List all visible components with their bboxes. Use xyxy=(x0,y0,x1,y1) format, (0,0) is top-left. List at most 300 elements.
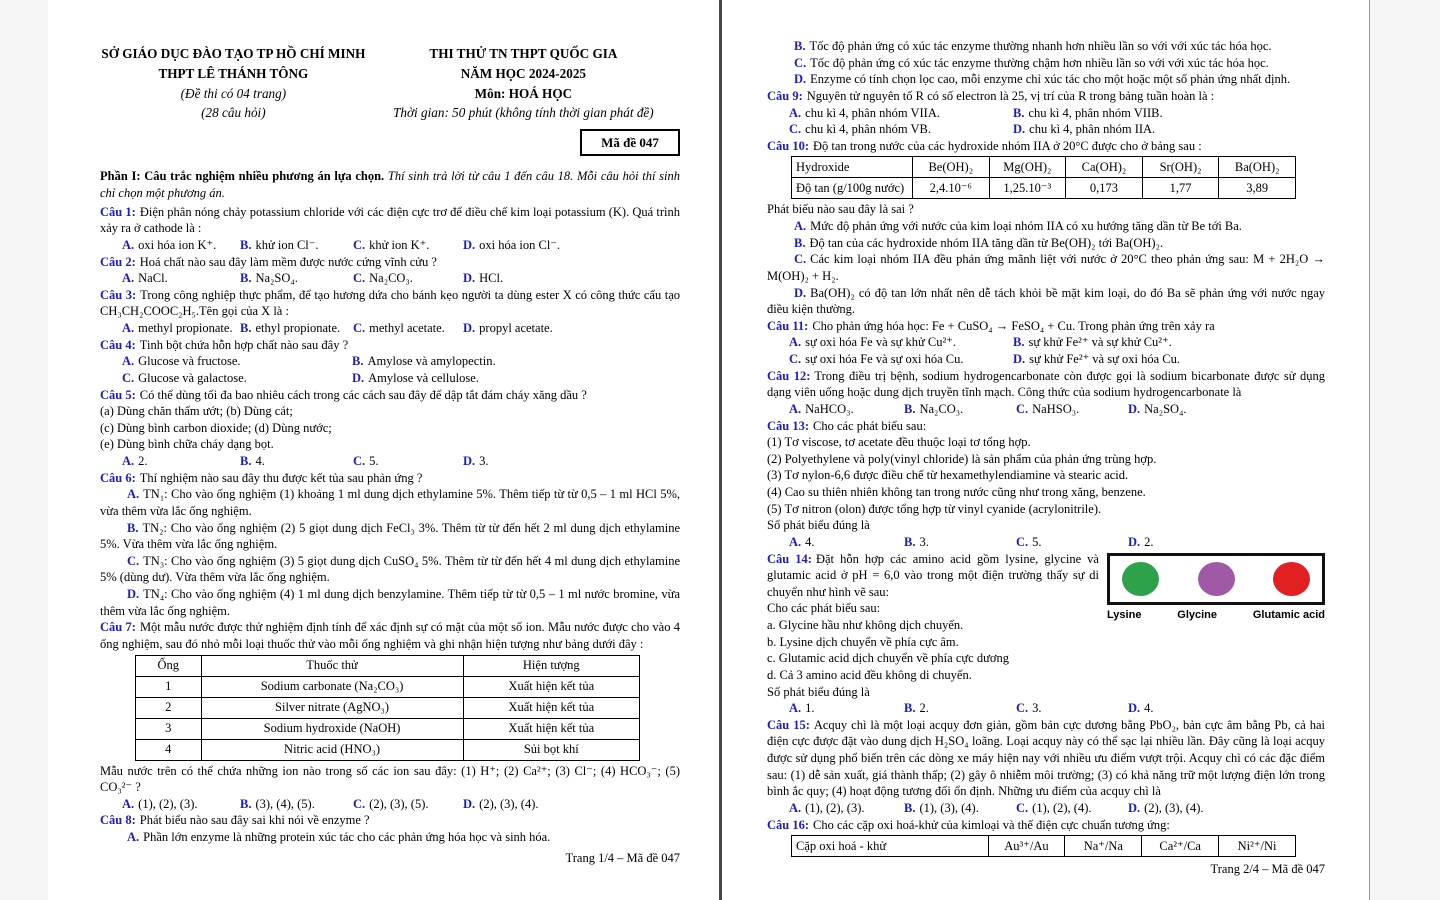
option-text: khử ion Cl⁻. xyxy=(255,237,319,252)
question-text xyxy=(100,254,680,271)
option-letter: D. xyxy=(1128,534,1141,549)
answer-option xyxy=(789,800,904,817)
option-letter: D. xyxy=(463,796,476,811)
table-cell: Ba(OH)₂ xyxy=(1219,157,1296,178)
option-text: Amylose và amylopectin. xyxy=(367,354,496,369)
answer-option xyxy=(122,237,240,254)
option-text: 1. xyxy=(805,701,815,716)
answer-option xyxy=(789,121,1013,138)
answer-option xyxy=(767,38,1325,55)
table-cell: 3,89 xyxy=(1219,178,1296,199)
answer-option xyxy=(1016,800,1128,817)
table-cell: Thuốc thử xyxy=(201,655,463,676)
option-text: 5. xyxy=(1032,534,1042,549)
question-text-content: Đặt hỗn hợp các amino acid gồm lysine, glycine và glutamic acid ở pH = 6,0 vào trong một điện trường thấy sự di chuyển như hình vẽ sau: xyxy=(767,551,1099,599)
option-letter: A. xyxy=(789,534,802,549)
answer-option xyxy=(240,796,353,813)
question-block xyxy=(767,88,1325,138)
glycine-circle xyxy=(1198,562,1235,596)
answer-option xyxy=(100,586,680,619)
figure-labels xyxy=(1107,608,1325,623)
amino-acid-figure xyxy=(1107,553,1325,623)
table-cell: Ca²⁺/Ca xyxy=(1142,836,1219,857)
answer-option xyxy=(352,370,680,387)
question-text-content: Cho các phát biểu sau: xyxy=(767,601,881,616)
option-letter: B. xyxy=(240,454,252,469)
options-row xyxy=(789,800,1325,817)
option-text: Các kim loại nhóm IIA đều phản ứng mãnh liệt với nước ở 20°C theo phản ứng sau: M + 2H₂O → M(OH)₂ + H₂. xyxy=(767,252,1325,283)
answer-option xyxy=(789,534,904,551)
answer-option xyxy=(789,334,1013,351)
option-text: sự oxi hóa Fe và sự oxi hóa Cu. xyxy=(805,352,964,366)
option-text: NaCl. xyxy=(138,271,168,286)
question-block xyxy=(100,204,680,254)
question-block xyxy=(100,470,680,620)
option-letter: B. xyxy=(794,235,806,250)
header-right-column xyxy=(367,44,680,123)
question-text-content: Nguyên tử nguyên tố R có số electron là 25, vị trí của R trong bảng tuần hoàn là : xyxy=(806,88,1215,103)
answer-option xyxy=(767,55,1325,72)
option-text: Phần lớn enzyme là những protein xúc tác cho các phản ứng hóa học và sinh hóa. xyxy=(143,830,551,845)
answer-option xyxy=(240,270,353,287)
option-letter: A. xyxy=(127,487,140,502)
answer-option xyxy=(767,71,1325,88)
question-label: Câu 9: xyxy=(767,88,803,103)
table-cell: 3 xyxy=(136,718,202,739)
table-row xyxy=(136,655,640,676)
option-text: Độ tan của các hydroxide nhóm IIA tăng dần từ Be(OH)₂ tới Ba(OH)₂. xyxy=(809,235,1164,250)
table-cell: Ca(OH)₂ xyxy=(1066,157,1143,178)
answer-option xyxy=(463,237,680,254)
options-row xyxy=(789,105,1325,122)
option-text: NaHSO₃. xyxy=(1032,401,1080,416)
option-letter: A. xyxy=(122,354,135,369)
question-label: Câu 7: xyxy=(100,620,136,635)
option-text: TN₃: Cho vào ống nghiệm (3) 5 giọt dung dịch CuSO₄ 5%. Thêm từ từ đến hết 4 ml dung dịch ethylamine 5% (dùng dư). Vừa thêm vừa lắc ống nghiệm. xyxy=(100,553,680,585)
option-text: Na₂SO₄. xyxy=(255,271,298,286)
exam-title: THI THỬ TN THPT QUỐC GIA xyxy=(429,46,618,61)
option-letter: A. xyxy=(122,454,135,469)
option-letter: C. xyxy=(353,271,366,286)
option-letter: C. xyxy=(1016,401,1029,416)
answer-option xyxy=(1128,401,1325,418)
option-text: (1), (2), (4). xyxy=(1032,800,1092,815)
answer-option xyxy=(904,401,1016,418)
question-text xyxy=(767,501,1325,518)
question-block xyxy=(767,318,1325,368)
question-text xyxy=(100,337,680,354)
option-letter: B. xyxy=(127,520,139,535)
question-block xyxy=(767,717,1325,817)
answer-option xyxy=(1128,800,1325,817)
answer-option xyxy=(122,796,240,813)
question-block xyxy=(100,812,680,845)
option-letter: A. xyxy=(122,271,135,286)
question-text-content: Một mẫu nước được thử nghiệm định tính để xác định sự có mặt của một số ion. Mẫu nước được cho vào 4 ống nghiệm, sau đó nhỏ mỗi loại thuốc thử vào mỗi ống nghiệm và ghi nhận hiện tượng như bảng dưới đây : xyxy=(100,620,680,651)
option-text: 2. xyxy=(138,454,148,469)
answer-option xyxy=(767,251,1325,284)
subject-line: Môn: HOÁ HỌC xyxy=(474,85,573,101)
option-text: chu kì 4, phân nhóm IIA. xyxy=(1029,122,1156,137)
option-letter: A. xyxy=(794,219,807,233)
answer-option xyxy=(1013,334,1325,351)
option-letter: A. xyxy=(789,105,802,120)
table-cell: Mg(OH)₂ xyxy=(989,157,1066,178)
options-row xyxy=(122,453,680,470)
question-text-content: (e) Dùng bình chữa cháy dạng bọt. xyxy=(100,437,274,452)
table-row xyxy=(136,697,640,718)
option-letter: D. xyxy=(463,454,476,469)
questions-column-page-2 xyxy=(767,38,1325,857)
question-text xyxy=(767,201,1325,218)
table-row xyxy=(792,836,1296,857)
answer-option xyxy=(1128,534,1325,551)
option-letter: B. xyxy=(1013,105,1025,120)
question-block xyxy=(767,551,1325,717)
question-text-content: Trong công nghiệp thực phẩm, để tạo hương dứa cho bánh kẹo người ta dùng ester X có công thức cấu tạo CH₃CH₂COOC₂H₅.Tên gọi của X là : xyxy=(100,287,680,319)
question-text-content: Số phát biểu đúng là xyxy=(767,684,870,699)
option-letter: B. xyxy=(904,401,916,416)
exam-page-1 xyxy=(48,0,719,900)
figure-label: Lysine xyxy=(1107,608,1142,621)
questions-column-page-1 xyxy=(100,204,680,846)
question-text xyxy=(767,684,1325,701)
table-cell: Ống xyxy=(136,655,202,676)
answer-option xyxy=(789,351,1013,368)
answer-option xyxy=(122,320,240,337)
answer-option xyxy=(767,235,1325,252)
option-text: 5. xyxy=(369,454,379,469)
table-cell: 2,4.10⁻⁶ xyxy=(912,178,989,199)
answer-option xyxy=(353,270,463,287)
option-text: oxi hóa ion Cl⁻. xyxy=(479,237,561,252)
options-row xyxy=(789,121,1325,138)
answer-option xyxy=(122,370,352,387)
answer-option xyxy=(767,285,1325,318)
option-text: 2. xyxy=(1144,534,1154,549)
figure-label: Glutamic acid xyxy=(1252,608,1325,621)
option-letter: D. xyxy=(794,285,807,300)
question-text xyxy=(767,451,1325,468)
options-row xyxy=(789,401,1325,418)
option-text: 4. xyxy=(1144,701,1154,716)
question-text xyxy=(767,88,1325,105)
table-row xyxy=(136,739,640,760)
answer-option xyxy=(353,320,463,337)
options-row xyxy=(122,353,680,370)
question-text-content: (c) Dùng bình carbon dioxide; (d) Dùng nước; xyxy=(100,420,332,435)
option-letter: D. xyxy=(1128,701,1141,716)
option-text: sự khử Fe²⁺ và sự khử Cu²⁺. xyxy=(1028,335,1172,350)
option-text: Glucose và galactose. xyxy=(138,370,247,385)
table-cell: Hydroxide xyxy=(792,157,913,178)
answer-option xyxy=(904,534,1016,551)
option-letter: B. xyxy=(904,800,916,815)
question-block xyxy=(100,287,680,337)
answer-option xyxy=(122,353,352,370)
option-text: methyl propionate. xyxy=(138,321,233,336)
option-text: HCl. xyxy=(479,271,504,286)
option-text: Enzyme có tính chọn lọc cao, mỗi enzyme chỉ xúc tác cho một hoặc một số phản ứng nhất định. xyxy=(810,72,1291,87)
option-letter: C. xyxy=(794,55,807,70)
table-cell: Be(OH)₂ xyxy=(912,157,989,178)
question-text-content: Cho các phát biểu sau: xyxy=(813,418,927,433)
question-text xyxy=(100,403,680,420)
option-text: Na₂CO₃. xyxy=(369,271,413,286)
option-text: chu kì 4, phân nhóm VB. xyxy=(805,122,931,137)
option-letter: D. xyxy=(463,237,476,252)
question-text-content: (a) Dùng chăn thấm ướt; (b) Dùng cát; xyxy=(100,404,293,419)
option-letter: B. xyxy=(1013,335,1025,350)
answer-option xyxy=(789,700,904,717)
option-letter: B. xyxy=(352,354,364,369)
answer-option xyxy=(352,353,680,370)
option-letter: A. xyxy=(122,321,135,336)
question-label: Câu 4: xyxy=(100,337,136,352)
option-letter: B. xyxy=(794,39,806,53)
table-cell: 1,77 xyxy=(1142,178,1219,199)
question-block xyxy=(100,337,680,387)
data-table xyxy=(791,156,1296,199)
option-letter: C. xyxy=(353,321,366,336)
option-letter: A. xyxy=(127,830,140,845)
question-label: Câu 6: xyxy=(100,470,136,485)
options-row xyxy=(789,700,1325,717)
options-row xyxy=(122,237,680,254)
question-text-content: (1) Tơ viscose, tơ acetate đều thuộc loại tơ tổng hợp. xyxy=(767,435,1031,450)
question-text xyxy=(767,667,1325,684)
table-cell: Xuất hiện kết tủa xyxy=(463,697,639,718)
answer-option xyxy=(240,453,353,470)
option-text: Tốc độ phản ứng có xúc tác enzyme thường chậm hơn nhiều lần so với với xúc tác hóa học. xyxy=(810,55,1269,70)
option-letter: B. xyxy=(240,271,252,286)
question-text xyxy=(767,517,1325,534)
option-letter: B. xyxy=(240,321,252,336)
question-text-content: Thí nghiệm nào sau đây thu được kết tủa sau phản ứng ? xyxy=(139,470,423,485)
options-row xyxy=(122,370,680,387)
question-text xyxy=(100,470,680,487)
table-cell: Au³⁺/Au xyxy=(988,836,1065,857)
question-label: Câu 3: xyxy=(100,287,137,302)
option-letter: C. xyxy=(1016,800,1029,815)
option-letter: C. xyxy=(1016,534,1029,549)
question-text-content: Trong điều trị bệnh, sodium hydrogencarbonate còn được gọi là sodium bicarbonate được sử dụng dạng viên uống hoặc dung dịch truyền tĩnh mạch. Công thức của sodium hydrogencarbonate là xyxy=(767,368,1325,400)
question-text-content: (5) Tơ nitron (olon) được tổng hợp từ vinyl cyanide (acrylonitrile). xyxy=(767,501,1102,516)
question-block xyxy=(767,817,1325,858)
question-text xyxy=(767,318,1325,335)
question-text-content: Acquy chì là một loại acquy đơn giản, gồm bản cực dương bằng PbO₂, bản cực âm bằng Pb, cả hai điện cực được đặt vào dung dịch H₂SO₄ loãng. Loại acquy này có thể sạc lại nhiều lần. Đây cũng là loại acquy được sử dụng phổ biến trên các dòng xe máy hiện nay với nhiều ưu điểm vượt trội. Acquy chì có các đặc điểm sau: (1) dễ sản xuất, giá thành thấp; (2) gây ô nhiễm môi trường; (3) có khả năng trữ một lượng điện lớn trong bình ắc quy; (4) hoạt động tương đối ổn định. Những ưu điểm của acquy chì là xyxy=(767,717,1325,799)
question-text-content: Hoá chất nào sau đây làm mềm được nước cứng vĩnh cửu ? xyxy=(139,254,437,269)
option-text: Amylose và cellulose. xyxy=(368,370,479,385)
question-label: Câu 16: xyxy=(767,817,810,832)
option-text: 3. xyxy=(919,534,929,549)
question-text xyxy=(767,434,1325,451)
answer-option xyxy=(240,320,353,337)
option-letter: C. xyxy=(789,352,802,366)
options-row xyxy=(122,270,680,287)
question-text xyxy=(767,817,1325,834)
answer-option xyxy=(240,237,353,254)
option-letter: A. xyxy=(789,401,802,416)
option-letter: C. xyxy=(127,553,140,568)
question-text-content: (4) Cao su thiên nhiên không tan trong nước cũng như trong xăng, benzene. xyxy=(767,485,1146,499)
table-cell: Xuất hiện kết tủa xyxy=(463,676,639,697)
option-letter: D. xyxy=(1013,352,1026,366)
option-letter: D. xyxy=(1128,800,1141,815)
exam-page-2 xyxy=(722,0,1370,900)
option-letter: C. xyxy=(794,252,807,267)
option-text: (1), (2), (3). xyxy=(138,796,198,811)
table-cell: Na⁺/Na xyxy=(1065,836,1142,857)
table-row xyxy=(136,676,640,697)
option-text: 3. xyxy=(1032,701,1042,716)
option-text: 3. xyxy=(479,454,489,469)
table-cell: Sr(OH)₂ xyxy=(1142,157,1219,178)
answer-option xyxy=(1128,700,1325,717)
figure-label: Glycine xyxy=(1177,608,1218,621)
option-letter: A. xyxy=(122,796,135,811)
question-text xyxy=(100,387,680,404)
option-letter: B. xyxy=(904,534,916,549)
table-row xyxy=(136,718,640,739)
answer-option xyxy=(122,453,240,470)
options-row xyxy=(789,351,1325,368)
question-text xyxy=(767,368,1325,401)
question-text xyxy=(100,763,680,796)
table-cell: Nitric acid (HNO₃) xyxy=(201,739,463,760)
table-cell: Độ tan (g/100g nước) xyxy=(792,178,913,199)
option-text: 2. xyxy=(919,701,929,716)
answer-option xyxy=(122,270,240,287)
question-text-content: Phát biểu nào sau đây sai khi nói về enzyme ? xyxy=(139,813,370,828)
table-cell: Xuất hiện kết tủa xyxy=(463,718,639,739)
answer-option xyxy=(100,829,680,846)
option-letter: B. xyxy=(240,237,252,252)
table-cell: Sodium carbonate (Na₂CO₃) xyxy=(201,676,463,697)
question-label: Câu 11: xyxy=(767,318,809,333)
answer-option xyxy=(463,320,680,337)
table-cell: Silver nitrate (AgNO₃) xyxy=(201,697,463,718)
option-text: NaHCO₃. xyxy=(805,401,854,416)
question-label: Câu 2: xyxy=(100,254,136,269)
question-text xyxy=(100,812,680,829)
table-cell: Sodium hydroxide (NaOH) xyxy=(201,718,463,739)
question-text xyxy=(767,138,1325,155)
question-text-content: Phát biểu nào sau đây là sai ? xyxy=(767,202,914,217)
option-text: (3), (4), (5). xyxy=(255,796,315,811)
option-text: (2), (3), (4). xyxy=(479,796,539,811)
duration-line: Thời gian: 50 phút (không tính thời gian phát đề) xyxy=(393,105,654,121)
question-text-content: b. Lysine dịch chuyển về phía cực âm. xyxy=(767,634,959,649)
section-intro xyxy=(100,168,680,201)
option-text: sự oxi hóa Fe và sự khử Cu²⁺. xyxy=(805,335,956,350)
option-text: (1), (2), (3). xyxy=(805,800,865,815)
header-left-column xyxy=(100,44,367,123)
option-text: Glucose và fructose. xyxy=(138,354,241,369)
options-row xyxy=(122,796,680,813)
option-letter: A. xyxy=(122,237,135,252)
option-text: Tốc độ phản ứng có xúc tác enzyme thường nhanh hơn nhiều lần so với với xúc tác hóa học. xyxy=(809,39,1272,53)
option-letter: B. xyxy=(240,796,252,811)
exam-code: Mã đề 047 xyxy=(601,135,659,151)
option-text: 4. xyxy=(805,534,815,549)
option-text: propyl acetate. xyxy=(479,321,553,336)
answer-option xyxy=(1013,121,1325,138)
table-cell: 0,173 xyxy=(1066,178,1143,199)
question-label: Câu 15: xyxy=(767,717,810,732)
answer-option xyxy=(463,270,680,287)
option-text: TN₁: Cho vào ống nghiệm (1) khoảng 1 ml dung dịch ethylamine 5%. Thêm tiếp từ từ 0,5 – 1 ml HCl 5%, vừa thêm vừa lắc ống nghiệm. xyxy=(100,487,680,518)
option-letter: C. xyxy=(353,454,366,469)
answer-option xyxy=(463,796,680,813)
issuer-name: SỞ GIÁO DỤC ĐÀO TẠO TP HỒ CHÍ MINH xyxy=(101,46,366,61)
question-text-content: Độ tan trong nước của các hydroxide nhóm IIA ở 20°C được cho ở bảng sau : xyxy=(813,138,1202,153)
question-block xyxy=(767,38,1325,88)
option-letter: C. xyxy=(122,370,135,385)
question-text xyxy=(767,484,1325,501)
option-letter: D. xyxy=(463,321,476,336)
data-table xyxy=(791,835,1296,857)
exam-pages-note: (Đề thi có 04 trang) xyxy=(180,85,287,101)
question-block xyxy=(100,619,680,812)
question-label: Câu 14: xyxy=(767,551,812,566)
page-footer: Trang 1/4 – Mã đề 047 xyxy=(565,850,680,865)
option-text: ethyl propionate. xyxy=(255,321,341,336)
answer-option xyxy=(100,553,680,586)
data-table xyxy=(135,655,640,761)
question-text xyxy=(767,467,1325,484)
question-text xyxy=(100,287,680,320)
answer-option xyxy=(1016,700,1128,717)
question-text-content: Cho các cặp oxi hoá-khử của kimloại và thế điện cực chuẩn tương ứng: xyxy=(813,817,1170,832)
answer-option xyxy=(1016,401,1128,418)
table-cell: Sủi bọt khí xyxy=(463,739,639,760)
question-label: Câu 8: xyxy=(100,813,136,828)
options-row xyxy=(789,534,1325,551)
option-text: methyl acetate. xyxy=(369,321,445,336)
section-instructions: Thí sinh trả lời từ câu 1 đến câu 18. Mỗi câu hỏi thí sinh chỉ chọn một phương án. xyxy=(100,169,681,201)
option-letter: D. xyxy=(794,72,807,87)
question-text xyxy=(100,420,680,437)
answer-option xyxy=(904,700,1016,717)
lysine-circle xyxy=(1122,562,1159,596)
option-text: Mức độ phản ứng với nước của kim loại nhóm IIA có xu hướng tăng dần từ Be tới Ba. xyxy=(810,219,1242,233)
option-text: chu kì 4, phân nhóm VIIB. xyxy=(1028,105,1163,120)
answer-option xyxy=(767,218,1325,235)
option-letter: C. xyxy=(1016,701,1029,716)
option-letter: D. xyxy=(463,271,476,286)
exam-code-box xyxy=(580,129,680,156)
answer-option xyxy=(353,453,463,470)
table-cell: Ni²⁺/Ni xyxy=(1219,836,1296,857)
options-row xyxy=(789,334,1325,351)
answer-option xyxy=(1016,534,1128,551)
option-text: 4. xyxy=(255,454,265,469)
option-text: (2), (3), (4). xyxy=(1144,800,1204,815)
section-title: Phần I: Câu trắc nghiệm nhiều phương án lựa chọn. xyxy=(100,169,385,184)
question-text xyxy=(767,418,1325,435)
option-text: Na₂CO₃. xyxy=(919,401,964,416)
question-text-content: (2) Polyethylene và poly(vinyl chloride) là sản phẩm của phản ứng trùng hợp. xyxy=(767,451,1157,466)
question-label: Câu 5: xyxy=(100,387,136,402)
answer-option xyxy=(789,401,904,418)
options-row xyxy=(122,320,680,337)
question-text-content: Số phát biểu đúng là xyxy=(767,518,870,533)
question-text xyxy=(100,436,680,453)
option-letter: C. xyxy=(353,237,366,252)
question-block xyxy=(100,387,680,470)
option-letter: D. xyxy=(127,587,140,602)
